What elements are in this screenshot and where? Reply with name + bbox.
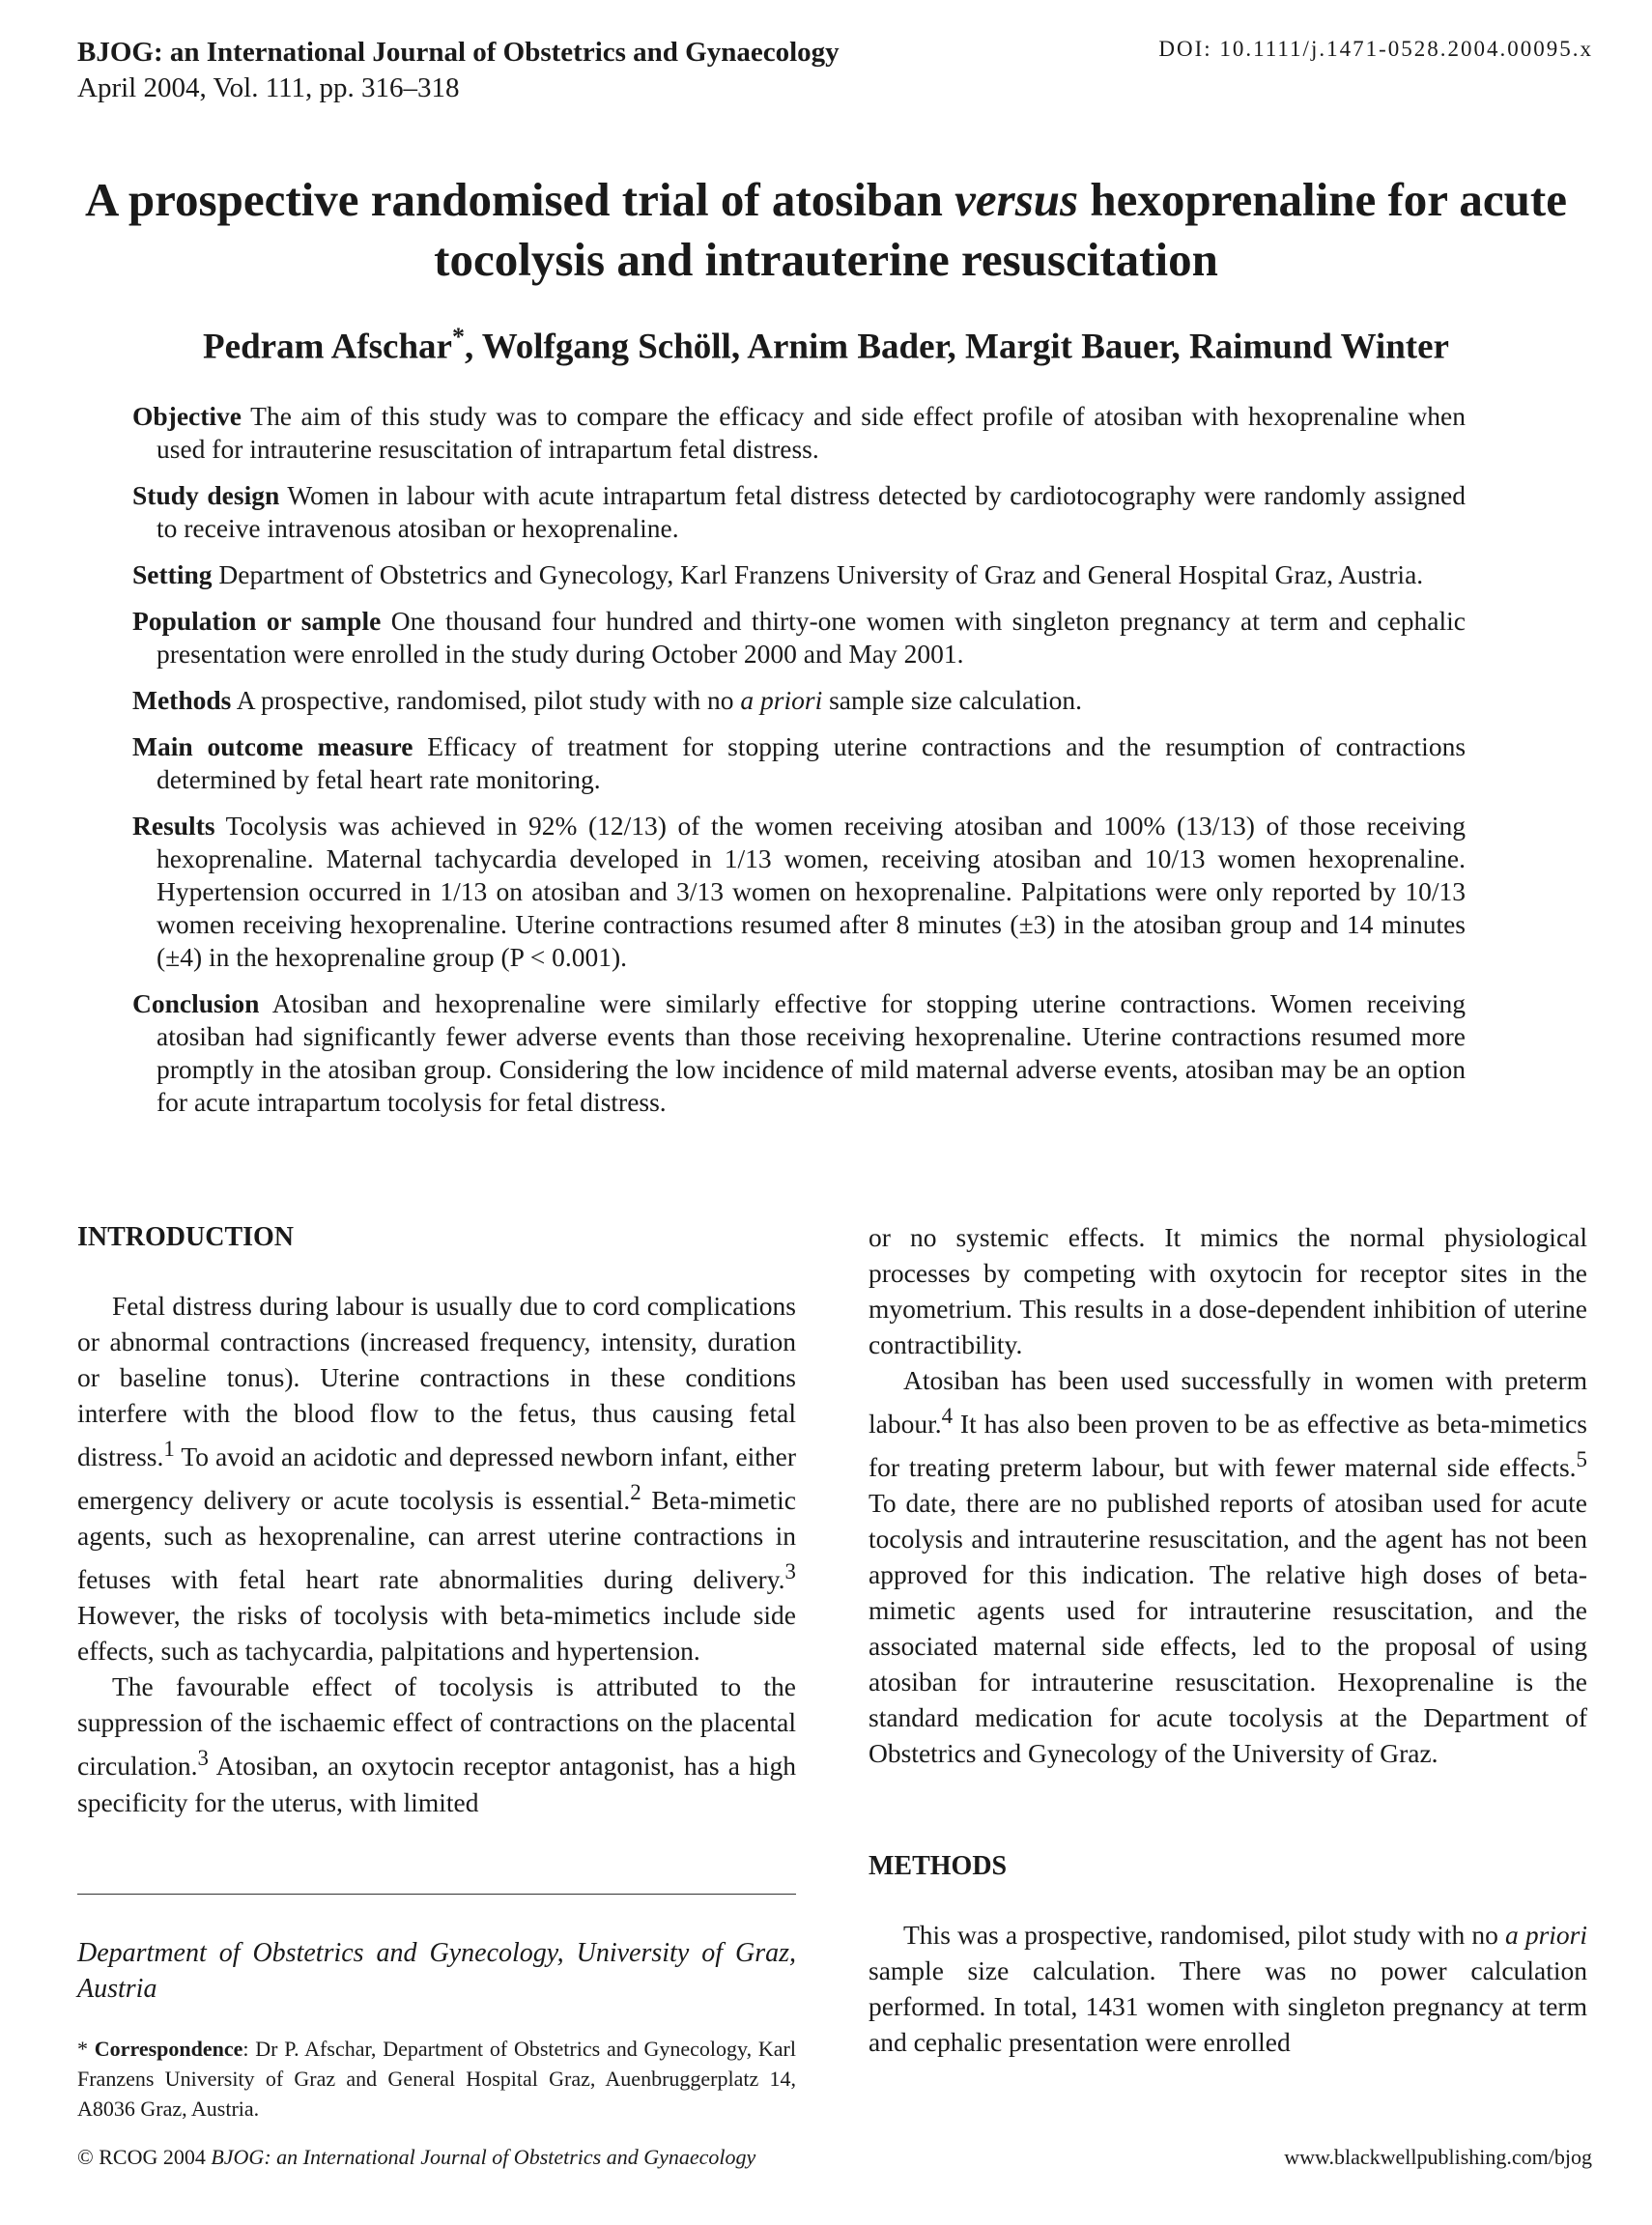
paragraph-text: However, the risks of tocolysis with beta-mimetics include side effects, such as tachycardia, palpitations and hypertension. [77, 1600, 796, 1667]
abstract-study-design [132, 479, 1466, 545]
intro-paragraph-3: or no systemic effects. It mimics the normal physiological processes by competing with oxytocin for receptor sites in the myometrium. This results in a dose-dependent inhibition of uterine contractibility. [869, 1222, 1587, 1359]
abstract-setting [132, 558, 1466, 591]
paragraph-text: Beta-mimetic agents, such as hexoprenaline, can arrest uterine contractions in fetuses with fetal heart rate abnormalities during delivery. [77, 1485, 796, 1595]
issue-info: April 2004, Vol. 111, pp. 316–318 [77, 72, 460, 103]
citation[interactable]: 1 [163, 1437, 175, 1461]
correspondence-label: Correspondence [94, 2037, 243, 2061]
abstract-heading: Conclusion [132, 988, 260, 1018]
journal-name: BJOG: an International Journal of Obstetrics and Gynaecology [77, 37, 840, 68]
abstract-heading: Study design [132, 480, 280, 510]
abstract-text: Efficacy of treatment for stopping uterine contractions and the resumption of contractions determined by fetal heart rate monitoring. [157, 731, 1467, 794]
affiliation: Department of Obstetrics and Gynecology, University of Graz, Austria [77, 1938, 796, 2004]
paragraph-text: sample size calculation. There was no power calculation performed. In total, 1431 women with singleton pregnancy at term and cephalic presentation were enrolled [869, 1955, 1587, 2058]
methods-heading: METHODS [869, 1851, 1008, 1882]
article-title [58, 170, 1594, 290]
journal-header [77, 35, 840, 106]
footnote-divider [77, 1894, 796, 1895]
abstract-text: Department of Obstetrics and Gynecology, Karl Franzens University of Graz and General Hospital Graz, Austria. [218, 559, 1424, 589]
paragraph-text: To date, there are no published reports of atosiban used for acute tocolysis and intrauterine resuscitation, and the agent has not been approved for this indication. The relative high doses of beta-mimetic agents used for intrauterine resuscitation, and the associated maternal side effects, led to the proposal of using atosiban for intrauterine resuscitation. Hexoprenaline is the standard medication for acute tocolysis at the Department of Obstetrics and Gynecology of the University of Graz. [869, 1488, 1587, 1769]
introduction-heading: INTRODUCTION [77, 1222, 295, 1252]
other-authors: , Wolfgang Schöll, Arnim Bader, Margit Bauer, Raimund Winter [464, 327, 1449, 367]
abstract-italic-term: a priori [740, 685, 823, 715]
citation[interactable]: 2 [630, 1480, 641, 1505]
abstract-heading: Methods [132, 685, 232, 715]
abstract-text: Women in labour with acute intrapartum fetal distress detected by cardiotocography were randomly assigned to receive intravenous atosiban or hexoprenaline. [157, 480, 1466, 543]
title-italic: versus [954, 173, 1079, 226]
footer-journal-name: BJOG: an International Journal of Obstetrics and Gynaecology [211, 2145, 756, 2169]
abstract [132, 400, 1466, 1132]
paragraph-text: Atosiban has been used successfully in women with preterm labour. [869, 1365, 1587, 1440]
abstract-text: Tocolysis was achieved in 92% (12/13) of the women receiving atosiban and 100% (13/13) of those receiving hexoprenaline. Maternal tachycardia developed in 1/13 women, receiving atosiban and 10/13 women hexoprenaline. Hypertension occurred in 1/13 on atosiban and 3/13 women on hexoprenaline. Palpitations were only reported by 10/13 women receiving hexoprenaline. Uterine contractions resumed after 8 minutes (±3) in the atosiban group and 14 minutes (±4) in the hexoprenaline group (P < 0.001). [157, 811, 1466, 972]
abstract-main-outcome [132, 730, 1466, 796]
correspondence [77, 2034, 796, 2124]
intro-paragraph-2 [77, 1669, 796, 1819]
citation[interactable]: 4 [941, 1404, 954, 1428]
paragraph-text: To avoid an acidotic and depressed newborn infant, either emergency delivery or acute tocolysis is essential. [77, 1441, 796, 1516]
left-column [77, 1219, 796, 1820]
italic-term: a priori [1504, 1920, 1588, 1951]
abstract-text: A prospective, randomised, pilot study with no [236, 685, 741, 715]
citation[interactable]: 3 [784, 1559, 796, 1584]
paragraph-text: It has also been proven to be as effective as beta-mimetics for treating preterm labour, but with fewer maternal side effects. [869, 1409, 1587, 1483]
footer-url[interactable]: www.blackwellpublishing.com/bjog [1284, 2145, 1592, 2169]
abstract-heading: Main outcome measure [132, 731, 413, 761]
paragraph-text: This was a prospective, randomised, pilot study with no [903, 1920, 1505, 1951]
first-author: Pedram Afschar [203, 327, 452, 367]
corresponding-marker: * [451, 323, 465, 351]
abstract-heading: Population or sample [132, 606, 382, 636]
abstract-heading: Objective [132, 401, 242, 431]
doi: DOI: 10.1111/j.1471-0528.2004.00095.x [1158, 37, 1593, 61]
copyright-text: © RCOG 2004 [77, 2145, 212, 2169]
abstract-heading: Results [132, 811, 215, 841]
correspondence-marker: * [77, 2037, 88, 2061]
abstract-population [132, 605, 1466, 670]
abstract-conclusion [132, 987, 1466, 1119]
citation[interactable]: 3 [197, 1746, 209, 1771]
paragraph-text: Atosiban, an oxytocin receptor antagonist, has a high specificity for the uterus, with limited [77, 1751, 796, 1817]
abstract-text: sample size calculation. [822, 685, 1083, 715]
intro-paragraph-4 [869, 1362, 1587, 1771]
abstract-results [132, 810, 1466, 974]
author-list [58, 323, 1594, 367]
paragraph-text: The favourable effect of tocolysis is attributed to the suppression of the ischaemic effect of contractions on the placental circulation. [77, 1671, 796, 1782]
intro-paragraph-1 [77, 1288, 796, 1669]
title-part1: A prospective randomised trial of atosiban [85, 173, 955, 226]
abstract-heading: Setting [132, 559, 213, 589]
abstract-text: The aim of this study was to compare the efficacy and side effect profile of atosiban with hexoprenaline when used for intrauterine resuscitation of intrapartum fetal distress. [157, 401, 1466, 464]
paragraph-text: Fetal distress during labour is usually due to cord complications or abnormal contractions (increased frequency, intensity, duration or baseline tonus). Uterine contractions in these conditions interfere with the blood flow to the fetus, thus causing fetal distress. [77, 1291, 796, 1472]
citation[interactable]: 5 [1576, 1447, 1587, 1472]
abstract-text: One thousand four hundred and thirty-one women with singleton pregnancy at term and cephalic presentation were enrolled in the study during October 2000 and May 2001. [157, 606, 1466, 669]
abstract-text: Atosiban and hexoprenaline were similarly effective for stopping uterine contractions. Women receiving atosiban had significantly fewer adverse events than those receiving hexoprenaline. Uterine contractions resumed more promptly in the atosiban group. Considering the low incidence of mild maternal adverse events, atosiban may be an option for acute intrapartum tocolysis for fetal distress. [157, 988, 1466, 1117]
abstract-methods [132, 684, 1466, 717]
right-column [869, 1219, 1587, 2060]
abstract-objective [132, 400, 1466, 466]
footer-copyright [77, 2145, 755, 2170]
methods-paragraph [869, 1917, 1587, 2060]
title-part2: hexoprenaline for acute tocolysis and intrauterine resuscitation [434, 173, 1567, 286]
correspondence-text: : Dr P. Afschar, Department of Obstetrics and Gynecology, Karl Franzens University of Graz and General Hospital Graz, Auenbruggerplatz 14, A8036 Graz, Austria. [77, 2037, 796, 2121]
